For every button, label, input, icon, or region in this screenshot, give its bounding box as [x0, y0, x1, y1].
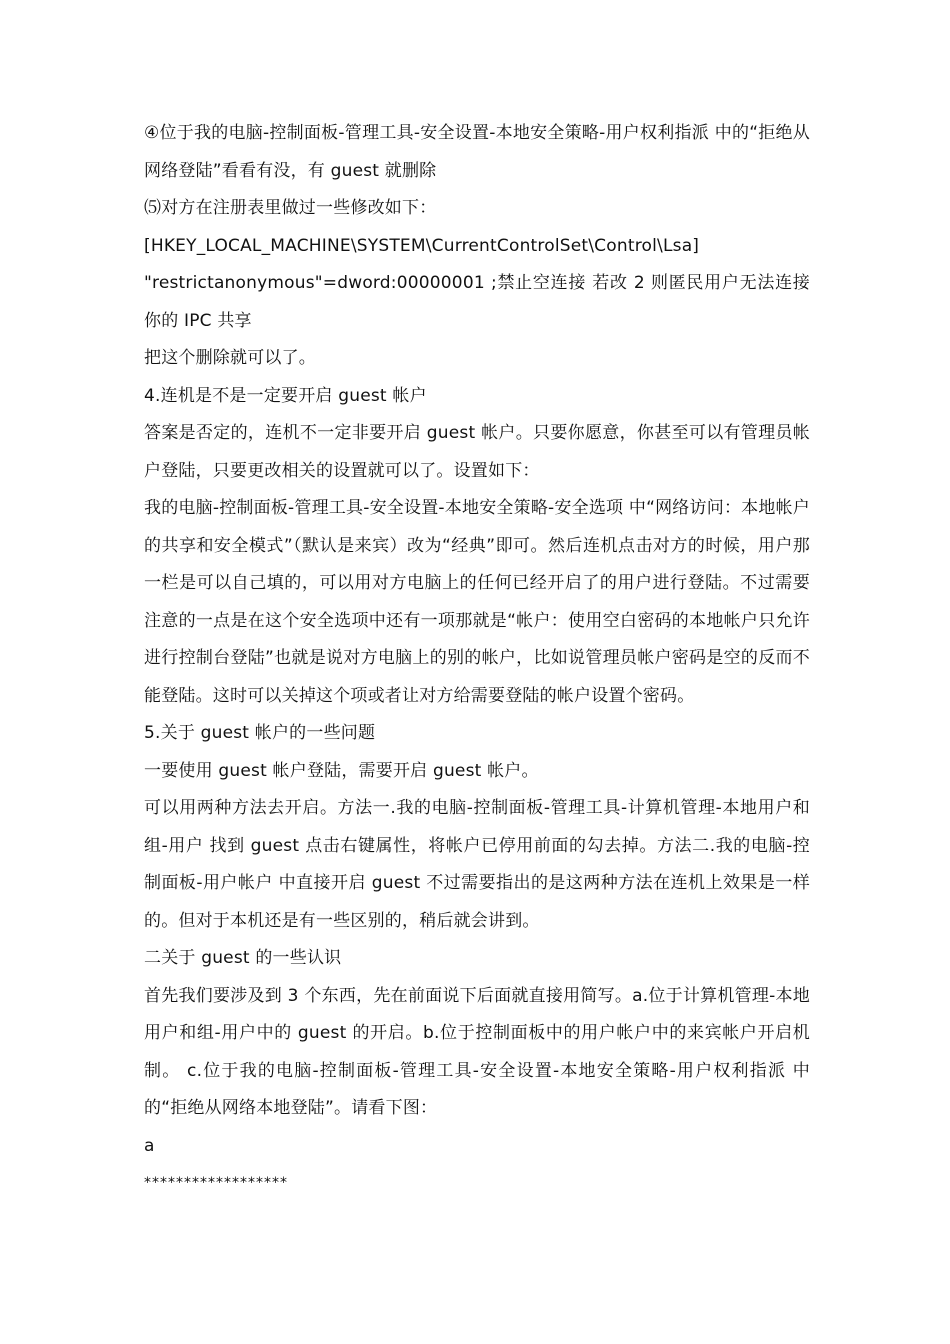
document-body — [144, 115, 810, 1203]
paragraph-asterisk-divider: ****************** — [144, 1175, 288, 1191]
paragraph-security-options: 我的电脑-控制面板-管理工具-安全设置-本地安全策略-安全选项 中“网络访问：本地帐户的共享和安全模式”（默认是来宾）改为“经典”即可。然后连机点击对方的时候，用户那一栏是可以自己填的，可以用对方电脑上的任何已经开启了的用户进行登陆。不过需要注意的一点是在这个安全选项中还有一项那就是“帐户：使用空白密码的本地帐户只允许进行控制台登陆”也就是说对方电脑上的别的帐户，比如说管理员帐户密码是空的反而不能登陆。这时可以关掉这个项或者让对方给需要登陆的帐户设置个密码。 — [144, 498, 810, 706]
paragraph-label-a: a — [144, 1135, 155, 1156]
paragraph-three-things: 首先我们要涉及到 3 个东西，先在前面说下后面就直接用简写。a.位于计算机管理-本地用户和组-用户中的 guest 的开启。b.位于控制面板中的用户帐户中的来宾帐户开启机制。 c.位于我的电脑-控制面板-管理工具-安全设置-本地安全策略-用户权利指派 中的“拒绝从网络本地登陆”。请看下图： — [144, 985, 810, 1118]
paragraph-answer: 答案是否定的，连机不一定非要开启 guest 帐户。只要你愿意，你甚至可以有管理员帐户登陆，只要更改相关的设置就可以了。设置如下： — [144, 423, 810, 481]
paragraph-two-methods: 可以用两种方法去开启。方法一.我的电脑-控制面板-管理工具-计算机管理-本地用户和组-用户 找到 guest 点击右键属性，将帐户已停用前面的勾去掉。方法二.我的电脑-控制面板-用户帐户 中直接开启 guest 不过需要指出的是这两种方法在连机上效果是一样的。但对于本机还是有一些区别的，稍后就会讲到。 — [144, 798, 810, 931]
section-heading-two: 二关于 guest 的一些认识 — [144, 948, 342, 968]
paragraph-registry-intro: ⑸对方在注册表里做过一些修改如下： — [144, 198, 437, 218]
paragraph-delete-note: 把这个删除就可以了。 — [144, 348, 316, 368]
paragraph-deny-network-logon: ④位于我的电脑-控制面板-管理工具-安全设置-本地安全策略-用户权利指派 中的“拒绝从网络登陆”看看有没，有 guest 就删除 — [144, 123, 810, 181]
section-heading-4: 4.连机是不是一定要开启 guest 帐户 — [144, 385, 427, 406]
paragraph-registry-key: [HKEY_LOCAL_MACHINE\SYSTEM\CurrentControlSet\Control\Lsa] — [144, 235, 700, 256]
section-heading-5: 5.关于 guest 帐户的一些问题 — [144, 723, 376, 743]
paragraph-registry-value: "restrictanonymous"=dword:00000001 ;禁止空连接 若改 2 则匿民用户无法连接你的 IPC 共享 — [144, 273, 810, 331]
paragraph-enable-guest: 一要使用 guest 帐户登陆，需要开启 guest 帐户。 — [144, 760, 539, 781]
